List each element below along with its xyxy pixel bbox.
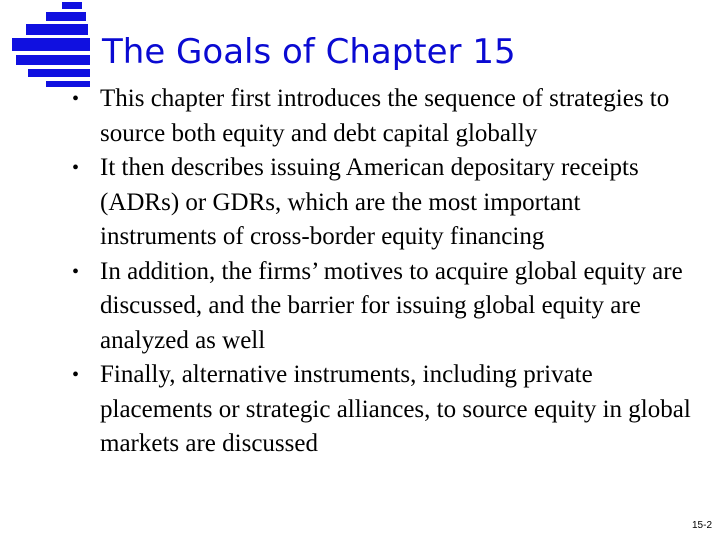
bullet-text: It then describes issuing American depositary receipts (ADRs) or GDRs, which are the most important instruments of cross-border equity financing xyxy=(100,154,639,250)
bullet-item xyxy=(72,255,692,359)
bullet-marker: • xyxy=(72,157,80,179)
bullet-marker: • xyxy=(72,88,80,110)
bullet-text: In addition, the firms’ motives to acquire global equity are discussed, and the barrier for issuing global equity are analyzed as well xyxy=(100,257,683,354)
bullet-item xyxy=(72,82,692,151)
bullet-item xyxy=(72,358,692,462)
bullet-list xyxy=(72,82,692,462)
bullet-text: This chapter first introduces the sequence of strategies to source both equity and debt capital globally xyxy=(100,85,670,147)
page-number: 15-2 xyxy=(691,520,712,531)
bullet-marker: • xyxy=(72,260,80,283)
slide-title: The Goals of Chapter 15 xyxy=(102,32,516,72)
bullet-item xyxy=(72,151,692,255)
blue-stripes-logo-icon xyxy=(0,0,92,92)
bullet-text: Finally, alternative instruments, including private placements or strategic alliances, to source equity in global markets are discussed xyxy=(100,361,691,457)
bullet-marker: • xyxy=(72,364,80,386)
